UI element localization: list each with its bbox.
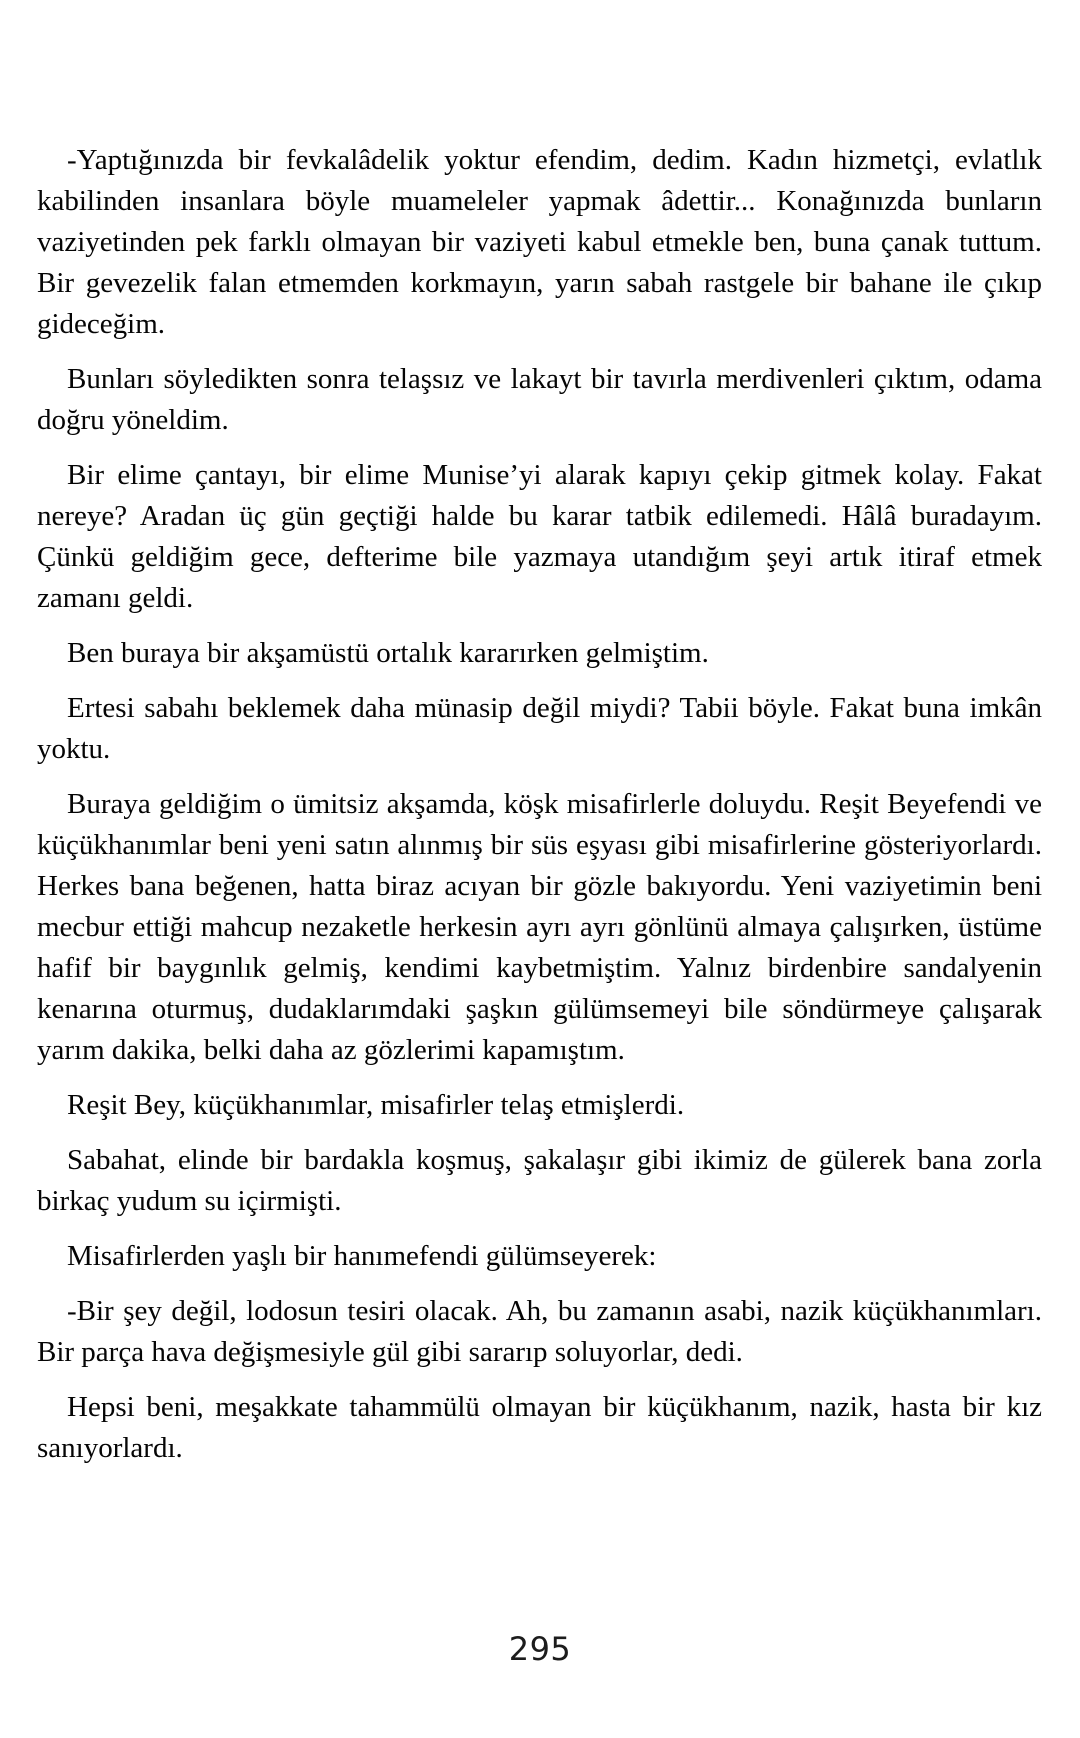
paragraph: -Yaptığınızda bir fevkalâdelik yoktur efendim, dedim. Kadın hizmetçi, evlatlık kabilinden insanlara böyle muameleler yapmak âdettir... Konağınızda bunların vaziyetinden pek farklı olmayan bir vaziyeti kabul etmekle ben, buna çanak tuttum. Bir gevezelik falan etmemden korkmayın, yarın sabah rastgele bir bahane ile çıkıp gideceğim. — [37, 144, 1042, 340]
page-footer — [0, 1630, 1080, 1668]
paragraph: Ben buraya bir akşamüstü ortalık kararırken gelmiştim. — [67, 637, 709, 669]
text-block — [37, 140, 1042, 1469]
paragraph: Buraya geldiğim o ümitsiz akşamda, köşk misafirlerle doluydu. Reşit Beyefendi ve küçükhanımlar beni yeni satın alınmış bir süs eşyası gibi misafirlerine gösteriyorlardı. Herkes bana beğenen, hatta biraz acıyan bir gözle bakıyordu. Yeni vaziyetimin beni mecbur ettiği mahcup nezaketle herkesin ayrı ayrı gönlünü almaya çalışırken, üstüme hafif bir baygınlık gelmiş, kendimi kaybetmiştim. Yalnız birdenbire sandalyenin kenarına oturmuş, dudaklarımdaki şaşkın gülümsemeyi bile söndürmeye çalışarak yarım dakika, belki daha az gözlerimi kapamıştım. — [37, 788, 1042, 1066]
paragraph: Hepsi beni, meşakkate tahammülü olmayan bir küçükhanım, nazik, hasta bir kız sanıyorlardı. — [37, 1391, 1042, 1464]
paragraph: Bunları söyledikten sonra telaşsız ve lakayt bir tavırla merdivenleri çıktım, odama doğru yöneldim. — [37, 363, 1042, 436]
paragraph: Reşit Bey, küçükhanımlar, misafirler telaş etmişlerdi. — [67, 1089, 685, 1121]
paragraph: Sabahat, elinde bir bardakla koşmuş, şakalaşır gibi ikimiz de gülerek bana zorla birkaç yudum su içirmişti. — [37, 1144, 1042, 1217]
paragraph: -Bir şey değil, lodosun tesiri olacak. Ah, bu zamanın asabi, nazik küçükhanımları. Bir parça hava değişmesiyle gül gibi sararıp soluyorlar, dedi. — [37, 1295, 1042, 1368]
paragraph: Misafirlerden yaşlı bir hanımefendi gülümseyerek: — [67, 1240, 657, 1272]
paragraph: Ertesi sabahı beklemek daha münasip değil miydi? Tabii böyle. Fakat buna imkân yoktu. — [37, 692, 1042, 765]
page-number: 295 — [508, 1630, 572, 1668]
paragraph: Bir elime çantayı, bir elime Munise’yi alarak kapıyı çekip gitmek kolay. Fakat nereye? Aradan üç gün geçtiği halde bu karar tatbik edilemedi. Hâlâ buradayım. Çünkü geldiğim gece, defterime bile yazmaya utandığım şeyi artık itiraf etmek zamanı geldi. — [37, 459, 1042, 614]
